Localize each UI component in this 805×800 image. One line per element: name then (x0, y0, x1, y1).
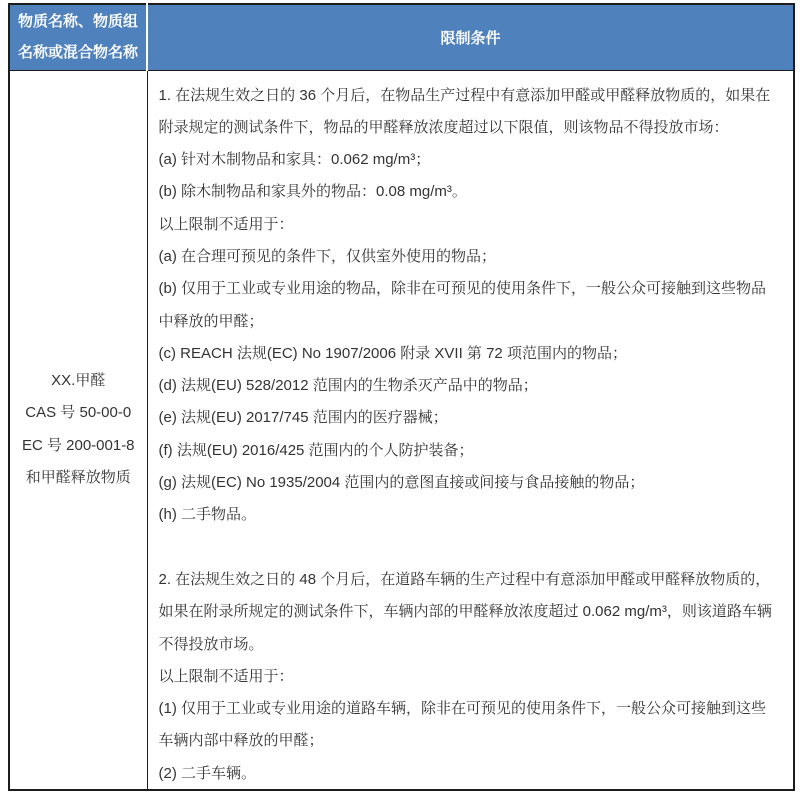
restriction-line: 车辆内部中释放的甲醛； (158, 732, 324, 750)
restriction-table (8, 3, 795, 791)
restriction-line (159, 532, 786, 564)
restriction-line: 如果在附录所规定的测试条件下，车辆内部的甲醛释放浓度超过 0.062 mg/m³，则该道路车辆 (158, 603, 772, 621)
restriction-line: 附录规定的测试条件下，物品的甲醛释放浓度超过以下限值，则该物品不得投放市场： (158, 118, 729, 136)
substance-line: XX.甲醛 (51, 371, 106, 389)
restriction-line: (d) 法规(EU) 528/2012 范围内的生物杀灭产品中的物品； (158, 377, 538, 395)
restriction-line: (h) 二手物品。 (158, 506, 257, 524)
header-substance-column-label (10, 6, 146, 68)
restriction-line: (b) 除木制物品和家具外的物品：0.08 mg/m³。 (158, 183, 467, 201)
header-substance-column (9, 4, 147, 70)
restriction-line: (a) 针对木制物品和家具：0.062 mg/m³； (158, 151, 431, 169)
restriction-line: (b) 仅用于工业或专业用途的物品，除非在可预见的使用条件下，一般公众可接触到这些物品 (158, 280, 767, 298)
restriction-line: (g) 法规(EC) No 1935/2004 范围内的意图直接或间接与食品接触的物品； (158, 474, 645, 492)
substance-cell (9, 70, 147, 790)
table-body (9, 70, 794, 790)
restriction-conditions-text (148, 71, 794, 789)
restriction-line: 1. 在法规生效之日的 36 个月后，在物品生产过程中有意添加甲醛或甲醛释放物质的，如果在 (158, 86, 771, 104)
substance-line: 和甲醛释放物质 (25, 468, 131, 486)
header-text-line: 物质名称、物质组 (17, 13, 138, 31)
restriction-line: (2) 二手车辆。 (158, 764, 257, 782)
restriction-line: (e) 法规(EU) 2017/745 范围内的医疗器械； (158, 409, 448, 427)
restriction-line: 中释放的甲醛； (158, 312, 264, 330)
restriction-line: (f) 法规(EU) 2016/425 范围内的个人防护装备； (158, 441, 474, 459)
restriction-line: (a) 在合理可预见的条件下，仅供室外使用的物品； (158, 247, 497, 265)
restriction-line: (c) REACH 法规(EC) No 1907/2006 附录 XVII 第 72 项范围内的物品； (158, 344, 627, 362)
header-row (9, 4, 794, 70)
restriction-line: 不得投放市场。 (158, 635, 264, 653)
substance-line: CAS 号 50-00-0 (25, 404, 132, 422)
substance-identifiers (10, 365, 147, 494)
header-text-line: 名称或混合物名称 (17, 44, 138, 62)
table-header (9, 4, 794, 70)
restriction-line: (1) 仅用于工业或专业用途的道路车辆，除非在可预见的使用条件下，一般公众可接触到这些 (158, 700, 767, 718)
header-restriction-column-label: 限制条件 (440, 29, 501, 47)
restriction-cell (147, 70, 794, 790)
substance-line: EC 号 200-001-8 (21, 436, 135, 454)
restriction-line: 以上限制不适用于： (158, 667, 294, 685)
restriction-line: 以上限制不适用于： (158, 215, 294, 233)
table-row (9, 70, 794, 790)
restriction-line: 2. 在法规生效之日的 48 个月后，在道路车辆的生产过程中有意添加甲醛或甲醛释放物质的， (158, 570, 771, 588)
header-restriction-column (147, 4, 794, 70)
